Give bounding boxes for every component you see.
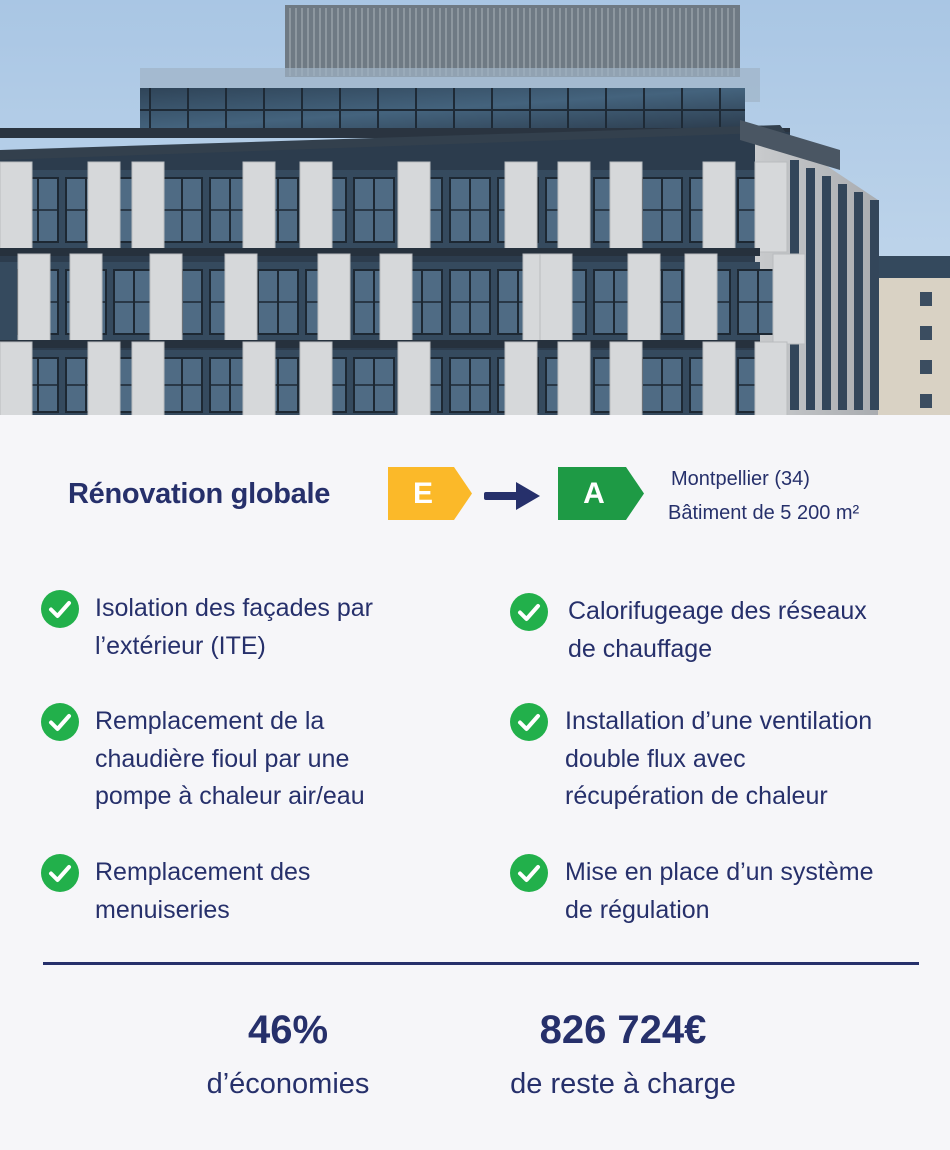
- project-title: Rénovation globale: [68, 478, 331, 510]
- building-surface: Bâtiment de 5 200 m²: [668, 502, 860, 524]
- check-circle-icon: [41, 703, 79, 741]
- arrow-right-icon: [484, 481, 542, 511]
- remaining-cost-label: de reste à charge: [510, 1068, 736, 1100]
- section-divider: [43, 962, 919, 965]
- work-item-label: Isolation des façades par l’extérieur (ITE): [95, 594, 373, 660]
- work-item-label: Mise en place d’un système de régulation: [565, 858, 874, 924]
- energy-class-before: E: [412, 477, 433, 510]
- check-circle-icon: [510, 593, 548, 631]
- energy-class-before-badge: [388, 467, 472, 520]
- work-item-label: Installation d’une ventilation double flux avec récupération de chaleur: [565, 707, 873, 810]
- building-photo: [0, 0, 950, 415]
- savings-value: 46%: [247, 1008, 329, 1052]
- remaining-cost-value: 826 724€: [539, 1008, 707, 1052]
- work-item-label: Remplacement des menuiseries: [95, 858, 311, 924]
- energy-class-after-badge: [558, 467, 644, 520]
- check-circle-icon: [510, 854, 548, 892]
- savings-label: d’économies: [206, 1068, 370, 1100]
- energy-class-after: A: [583, 477, 605, 510]
- work-item-label: Calorifugeage des réseaux de chauffage: [568, 597, 867, 663]
- check-circle-icon: [41, 590, 79, 628]
- project-location: Montpellier (34): [671, 468, 810, 490]
- check-circle-icon: [510, 703, 548, 741]
- check-circle-icon: [41, 854, 79, 892]
- work-item-label: Remplacement de la chaudière fioul par une pompe à chaleur air/eau: [95, 707, 365, 810]
